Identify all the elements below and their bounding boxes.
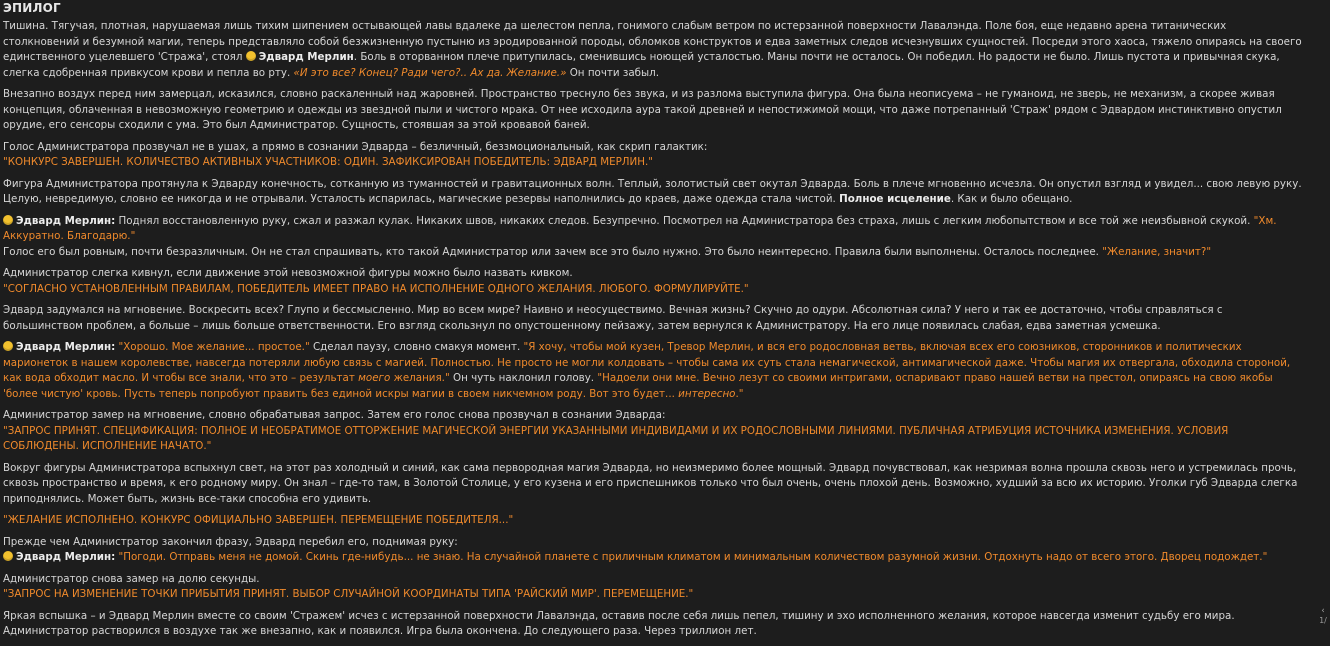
speaker-name: Эдвард Мерлин: bbox=[16, 341, 116, 353]
paragraph-ending: Яркая вспышка – и Эдвард Мерлин вместе со своим 'Стражем' исчез с истерзанной поверхности Лавалэнда, оставив после себя лишь пепел, тишину и эхо исполненного желания, которое навсегда изменит судьбу его мира. Администратор растворился в воздухе так же внезапно, как и появился. Игра была окончена. До следующего раза. Через триллион лет. bbox=[3, 609, 1235, 637]
paragraph-wish: Эдвард Мерлин: "Хорошо. Мое желание... простое." Сделал паузу, словно смакуя момент. "Я хочу, чтобы мой кузен, Тревор Мерлин, и вся его родословная ветвь, включая всех его союзников, сторонников и политических марионеток в нашем королевстве, навсегда потеряли любую связь с магией. Полностью. Не просто не могли колдовать – чтобы сама их суть стала немагической, антимагической даже. Чтобы магия их отвергала, обходила стороной, как вода обходит масло. И чтобы все знали, что это – результат моего желания." Он чуть наклонил голову. "Надоели они мне. Вечно лезут со своими интригами, оспаривают право нашей ветви на престол, опираясь на свою якобы 'более чистую' кровь. Пусть теперь попробуют править без единой искры магии в своем никчемном роду. Вот это будет... интересно." bbox=[3, 341, 1291, 400]
speaker-name: Эдвард Мерлин: bbox=[16, 214, 116, 227]
epilogue-heading: ЭПИЛОГ bbox=[3, 1, 61, 15]
paragraph-destination-change: Администратор снова замер на долю секунды. "ЗАПРОС НА ИЗМЕНЕНИЕ ТОЧКИ ПРИБЫТИЯ ПРИНЯТ. ВЫБОР СЛУЧАЙНОЙ КООРДИНАТЫ ТИПА 'РАЙСКИЙ МИР'. ПЕРЕМЕЩЕНИЕ." bbox=[3, 572, 694, 600]
smiley-emoji-icon bbox=[246, 51, 256, 61]
paragraph-request-accepted: Администратор замер на мгновение, словно обрабатывая запрос. Затем его голос снова прозвучал в сознании Эдварда: "ЗАПРОС ПРИНЯТ. СПЕЦИФИКАЦИЯ: ПОЛНОЕ И НЕОБРАТИМОЕ ОТТОРЖЕНИЕ МАГИЧЕСКОЙ ЭНЕРГИИ УКАЗАННЫМИ ИНДИВИДАМИ И ИХ РОДОСЛОВНЫМИ ЛИНИЯМИ. ПУБЛИЧНАЯ АТРИБУЦИЯ ИСТОЧНИКА ИЗМЕНЕНИЯ. УСЛОВИЯ СОБЛЮДЕНЫ. ИСПОЛНЕНИЕ НАЧАТО." bbox=[3, 409, 1229, 452]
edward-quote: "Погоди. Отправь меня не домой. Скинь где-нибудь... не знаю. На случайной планете с приличным климатом и минимальным количеством разумной жизни. Отдохнуть надо от всего этого. Дворец подождет." bbox=[118, 551, 1268, 563]
edward-quote: "Надоели они мне. Вечно лезут со своими интригами, оспаривают право нашей ветви на престол, опираясь на свою якобы 'более чистую' кровь. Пусть теперь попробуют править без единой искры магии в своем никчемном роду. Вот это будет... интересно." bbox=[3, 372, 1273, 400]
administrator-quote: "СОГЛАСНО УСТАНОВЛЕННЫМ ПРАВИЛАМ, ПОБЕДИТЕЛЬ ИМЕЕТ ПРАВО НА ИСПОЛНЕНИЕ ОДНОГО ЖЕЛАНИЯ. ЛЮБОГО. ФОРМУЛИРУЙТЕ." bbox=[3, 282, 749, 295]
paragraph-healing: Фигура Администратора протянула к Эдварду конечность, сотканную из туманностей и гравитационных волн. Теплый, золотистый свет окутал Эдварда. Боль в плече мгновенно исчезла. Он опустил взгляд и увидел... свою левую руку. Целую, невредимую, словно ее никогда и не отрывали. Усталость испарилась, магические резервы наполнились до краев, даже одежда стала чистой. Полное исцеление. Как и было обещано. bbox=[3, 177, 1302, 205]
smiley-emoji-icon bbox=[3, 341, 13, 351]
inner-thought: «И это все? Конец? Ради чего?.. Ах да. Желание.» bbox=[293, 66, 567, 79]
character-name: Эдвард Мерлин bbox=[258, 51, 354, 63]
full-healing-label: Полное исцеление bbox=[839, 193, 951, 205]
paragraph-contest-ended: Голос Администратора прозвучал не в ушах, а прямо в сознании Эдварда – безличный, беззмоциональный, как скрип галактик: "КОНКУРС ЗАВЕРШЕН. КОЛИЧЕСТВО АКТИВНЫХ УЧАСТНИКОВ: ОДИН. ЗАФИКСИРОВАН ПОБЕДИТЕЛЬ: ЭДВАРД МЕРЛИН." bbox=[3, 140, 708, 168]
paragraph-interrupt: Прежде чем Администратор закончил фразу, Эдвард перебил его, поднимая руку: Эдвард Мерлин: "Погоди. Отправь меня не домой. Скинь где-нибудь... не знаю. На случайной планете с приличным климатом и минимальным количеством разумной жизни. Отдохнуть надо от всего этого. Дворец подождет." bbox=[3, 535, 1268, 563]
edward-quote: "Желание, значит?" bbox=[1102, 245, 1212, 258]
paragraph-wish-fulfilled: "ЖЕЛАНИЕ ИСПОЛНЕНО. КОНКУРС ОФИЦИАЛЬНО ЗАВЕРШЕН. ПЕРЕМЕЩЕНИЕ ПОБЕДИТЕЛЯ..." bbox=[3, 514, 514, 526]
administrator-quote: "ЗАПРОС ПРИНЯТ. СПЕЦИФИКАЦИЯ: ПОЛНОЕ И НЕОБРАТИМОЕ ОТТОРЖЕНИЕ МАГИЧЕСКОЙ ЭНЕРГИИ УКАЗАННЫМИ ИНДИВИДАМИ И ИХ РОДОСЛОВНЫМИ ЛИНИЯМИ. ПУБЛИЧНАЯ АТРИБУЦИЯ ИСТОЧНИКА ИЗМЕНЕНИЯ. УСЛОВИЯ СОБЛЮДЕНЫ. ИСПОЛНЕНИЕ НАЧАТО." bbox=[3, 424, 1229, 452]
edward-quote: "Хм. Аккуратно. Благодарю." bbox=[3, 214, 1277, 242]
scroll-indicator[interactable]: ‹ 1/ bbox=[1319, 606, 1327, 625]
paragraph-edward-thanks: Эдвард Мерлин: Поднял восстановленную руку, сжал и разжал кулак. Никаких швов, никаких следов. Безупречно. Посмотрел на Администратора без страха, лишь с легким любопытством и все той же неизбывной скукой. "Хм. Аккуратно. Благодарю." Голос его был ровным, почти безразличным. Он не стал спрашивать, кто такой Администратор или зачем все это было нужно. Это было неинтересно. Правила были выполнены. Осталось последнее. "Желание, значит?" bbox=[3, 214, 1277, 258]
edward-quote: "Я хочу, чтобы мой кузен, Тревор Мерлин, и вся его родословная ветвь, включая всех его союзников, сторонников и политических марионеток в нашем королевстве, навсегда потеряли любую связь с магией. Полностью. Не просто не могли колдовать – чтобы сама их суть стала немагической, антимагической даже. Чтобы магия их отвергала, обходила стороной, как вода обходит масло. И чтобы все знали, что это – результат моего желания." bbox=[3, 341, 1291, 384]
administrator-quote: "КОНКУРС ЗАВЕРШЕН. КОЛИЧЕСТВО АКТИВНЫХ УЧАСТНИКОВ: ОДИН. ЗАФИКСИРОВАН ПОБЕДИТЕЛЬ: ЭДВАРД МЕРЛИН." bbox=[3, 156, 653, 168]
paragraph-administrator-appears: Внезапно воздух перед ним замерцал, исказился, словно раскаленный над жаровней. Пространство треснуло без звука, и из разлома выступила фигура. Она была неописуема – не гуманоид, не зверь, не механизм, а скорее живая концепция, облаченная в невозможную геометрию и одежды из звездной пыли и чистого мрака. От нее исходила аура такой древней и непостижимой мощи, что даже потрепанный 'Страж' рядом с Эдвардом инстинктивно опустил орудие, его сенсоры сходили с ума. Это был Администратор. Сущность, стоявшая за этой кровавой баней. bbox=[3, 88, 1282, 131]
chevron-up-icon: ‹ bbox=[1321, 606, 1325, 616]
message-content bbox=[3, 0, 1303, 646]
edward-quote: "Хорошо. Мое желание... простое." bbox=[118, 341, 310, 353]
smiley-emoji-icon bbox=[3, 215, 13, 225]
paragraph-silence: Тишина. Тягучая, плотная, нарушаемая лишь тихим шипением остывающей лавы вдалеке да шелестом пепла, гонимого слабым ветром по истерзанной поверхности Лавалэнда. Поле боя, еще недавно арена титанических столкновений и безумной магии, теперь представляло собой безжизненную пустыню из эродированной породы, обломков конструктов и едва заметных следов исчезнувших сущностей. Посреди этого хаоса, тяжело опираясь на своего единственного уцелевшего 'Стража', стоял Эдвард Мерлин. Боль в оторванном плече притупилась, сменившись ноющей усталостью. Маны почти не осталось. Он победил. Но радости не было. Лишь пустота и привычная скука, слегка сдобренная привкусом крови и пепла во рту. «И это все? Конец? Ради чего?.. Ах да. Желание.» Он почти забыл. bbox=[3, 20, 1302, 79]
smiley-emoji-icon bbox=[3, 551, 13, 561]
paragraph-wave: Вокруг фигуры Администратора вспыхнул свет, на этот раз холодный и синий, как сама первородная магия Эдварда, но неизмеримо более мощный. Эдвард почувствовал, как незримая волна прошла сквозь него и устремилась прочь, сквозь пространство и время, к его родному миру. Он знал – где-то там, в Золотой Столице, у его кузена и его приспешников только что был очень, очень плохой день. Возможно, худший за всю их историю. Уголки губ Эдварда слегка приподнялись. Может быть, жизнь все-таки способна его удивить. bbox=[3, 461, 1298, 505]
administrator-quote: "ЗАПРОС НА ИЗМЕНЕНИЕ ТОЧКИ ПРИБЫТИЯ ПРИНЯТ. ВЫБОР СЛУЧАЙНОЙ КООРДИНАТЫ ТИПА 'РАЙСКИЙ МИР'. ПЕРЕМЕЩЕНИЕ." bbox=[3, 588, 694, 600]
paragraph-edward-thinks: Эдвард задумался на мгновение. Воскресить всех? Глупо и бессмысленно. Мир во всем мире? Наивно и неосуществимо. Вечная жизнь? Скучно до одури. Абсолютная сила? У него и так ее достаточно, чтобы справляться с большинством проблем, а больше – лишь больше ответственности. Его взгляд скользнул по опустошенному пейзажу, затем вернулся к Администратору. На его лице появилась слабая, едва заметная усмешка. bbox=[3, 304, 1223, 332]
paragraph-wish-offer: Администратор слегка кивнул, если движение этой невозможной фигуры можно было назвать кивком. "СОГЛАСНО УСТАНОВЛЕННЫМ ПРАВИЛАМ, ПОБЕДИТЕЛЬ ИМЕЕТ ПРАВО НА ИСПОЛНЕНИЕ ОДНОГО ЖЕЛАНИЯ. ЛЮБОГО. ФОРМУЛИРУЙТЕ." bbox=[3, 267, 749, 295]
speaker-name: Эдвард Мерлин: bbox=[16, 551, 116, 563]
